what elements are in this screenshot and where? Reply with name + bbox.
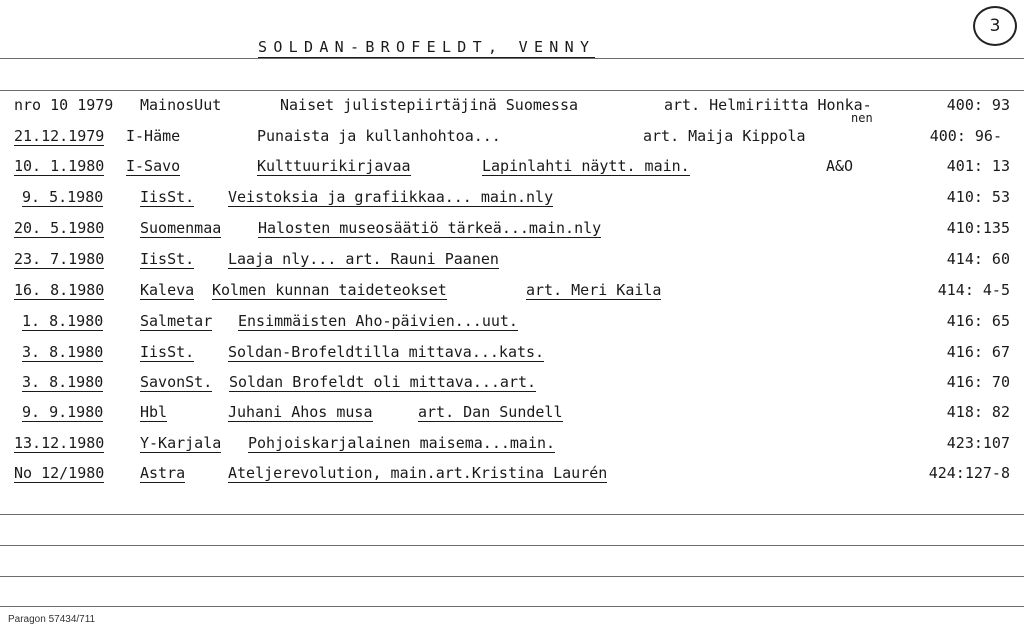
entry-title: Laaja nly... art. Rauni Paanen — [228, 250, 499, 268]
entry-source: I-Häme — [126, 127, 181, 145]
entry-ref: 416: 70 — [946, 373, 1010, 391]
entry-date: nro 10 1979 — [14, 96, 114, 114]
entry-row — [0, 434, 1024, 458]
entry-date: 10. 1.1980 — [14, 157, 105, 175]
entry-ref: 400: 96- — [929, 127, 1002, 145]
entry-source: IisSt. — [140, 250, 195, 268]
entry-date: 1. 8.1980 — [22, 312, 104, 330]
entry-ref: 423:107 — [946, 434, 1010, 452]
entry-row — [0, 250, 1024, 274]
entry-note: Lapinlahti näytt. main. — [482, 157, 690, 175]
entry-row — [0, 281, 1024, 305]
entry-title: Punaista ja kullanhohtoa... — [257, 127, 501, 145]
entry-date: No 12/1980 — [14, 464, 105, 482]
entry-source: Astra — [140, 464, 186, 482]
ruled-line — [0, 576, 1024, 577]
entry-title: Soldan Brofeldt oli mittava...art. — [229, 373, 537, 391]
entry-source: Y-Karjala — [140, 434, 222, 452]
entry-row — [0, 312, 1024, 336]
card-number-circle — [973, 6, 1017, 46]
entry-extra: A&O — [826, 157, 854, 175]
entry-title: Juhani Ahos musa — [228, 403, 373, 421]
entry-source: MainosUut — [140, 96, 222, 114]
entry-row — [0, 343, 1024, 367]
entry-row — [0, 403, 1024, 427]
ruled-line — [0, 514, 1024, 515]
ruled-line — [0, 58, 1024, 59]
entry-note: art. Dan Sundell — [418, 403, 563, 421]
card-header: SOLDAN-BROFELDT, VENNY — [258, 38, 596, 56]
entry-date: 16. 8.1980 — [14, 281, 105, 299]
entry-date: 13.12.1980 — [14, 434, 105, 452]
entry-date: 21.12.1979 — [14, 127, 105, 145]
entry-title: Naiset julistepiirtäjinä Suomessa — [280, 96, 579, 114]
entry-ref: 416: 67 — [946, 343, 1010, 361]
entry-title: Kulttuurikirjavaa — [257, 157, 411, 175]
entry-title: Soldan-Brofeldtilla mittava...kats. — [228, 343, 545, 361]
entry-date: 23. 7.1980 — [14, 250, 105, 268]
entry-source: Kaleva — [140, 281, 195, 299]
entry-source: I-Savo — [126, 157, 181, 175]
entry-source: IisSt. — [140, 343, 195, 361]
entry-source: Suomenmaa — [140, 219, 222, 237]
ruled-line — [0, 606, 1024, 607]
entry-note-continuation: nen — [851, 111, 873, 125]
entry-source: Hbl — [140, 403, 168, 421]
entry-date: 3. 8.1980 — [22, 373, 104, 391]
entry-source: SavonSt. — [140, 373, 213, 391]
entry-ref: 416: 65 — [946, 312, 1010, 330]
entry-ref: 414: 60 — [946, 250, 1010, 268]
entry-ref: 414: 4-5 — [937, 281, 1010, 299]
entry-title: Ateljerevolution, main.art.Kristina Laurén — [228, 464, 608, 482]
entry-ref: 410:135 — [946, 219, 1010, 237]
entry-note: art. Helmiriitta Honka- — [664, 96, 872, 114]
ruled-line — [0, 545, 1024, 546]
entry-title: Pohjoiskarjalainen maisema...main. — [248, 434, 556, 452]
entry-row — [0, 373, 1024, 397]
entry-title: Ensimmäisten Aho-päivien...uut. — [238, 312, 518, 330]
entry-source: Salmetar — [140, 312, 213, 330]
entry-row — [0, 219, 1024, 243]
ruled-line — [0, 90, 1024, 91]
entry-ref: 400: 93 — [946, 96, 1010, 114]
entry-row — [0, 188, 1024, 212]
entry-ref: 410: 53 — [946, 188, 1010, 206]
entry-title: Veistoksia ja grafiikkaa... main.nly — [228, 188, 554, 206]
entry-title: Halosten museosäätiö tärkeä...main.nly — [258, 219, 602, 237]
entry-note: art. Maija Kippola — [643, 127, 806, 145]
entry-date: 3. 8.1980 — [22, 343, 104, 361]
entry-ref: 418: 82 — [946, 403, 1010, 421]
card-number: 3 — [989, 16, 1001, 36]
entry-date: 9. 5.1980 — [22, 188, 104, 206]
entry-ref: 424:127-8 — [928, 464, 1010, 482]
entry-date: 20. 5.1980 — [14, 219, 105, 237]
entry-row — [0, 157, 1024, 181]
entry-source: IisSt. — [140, 188, 195, 206]
entry-ref: 401: 13 — [946, 157, 1010, 175]
entry-row — [0, 127, 1024, 151]
entry-date: 9. 9.1980 — [22, 403, 104, 421]
entry-note: art. Meri Kaila — [526, 281, 662, 299]
card-footer: Paragon 57434/711 — [8, 614, 96, 625]
entry-title: Kolmen kunnan taideteokset — [212, 281, 447, 299]
entry-row — [0, 464, 1024, 488]
